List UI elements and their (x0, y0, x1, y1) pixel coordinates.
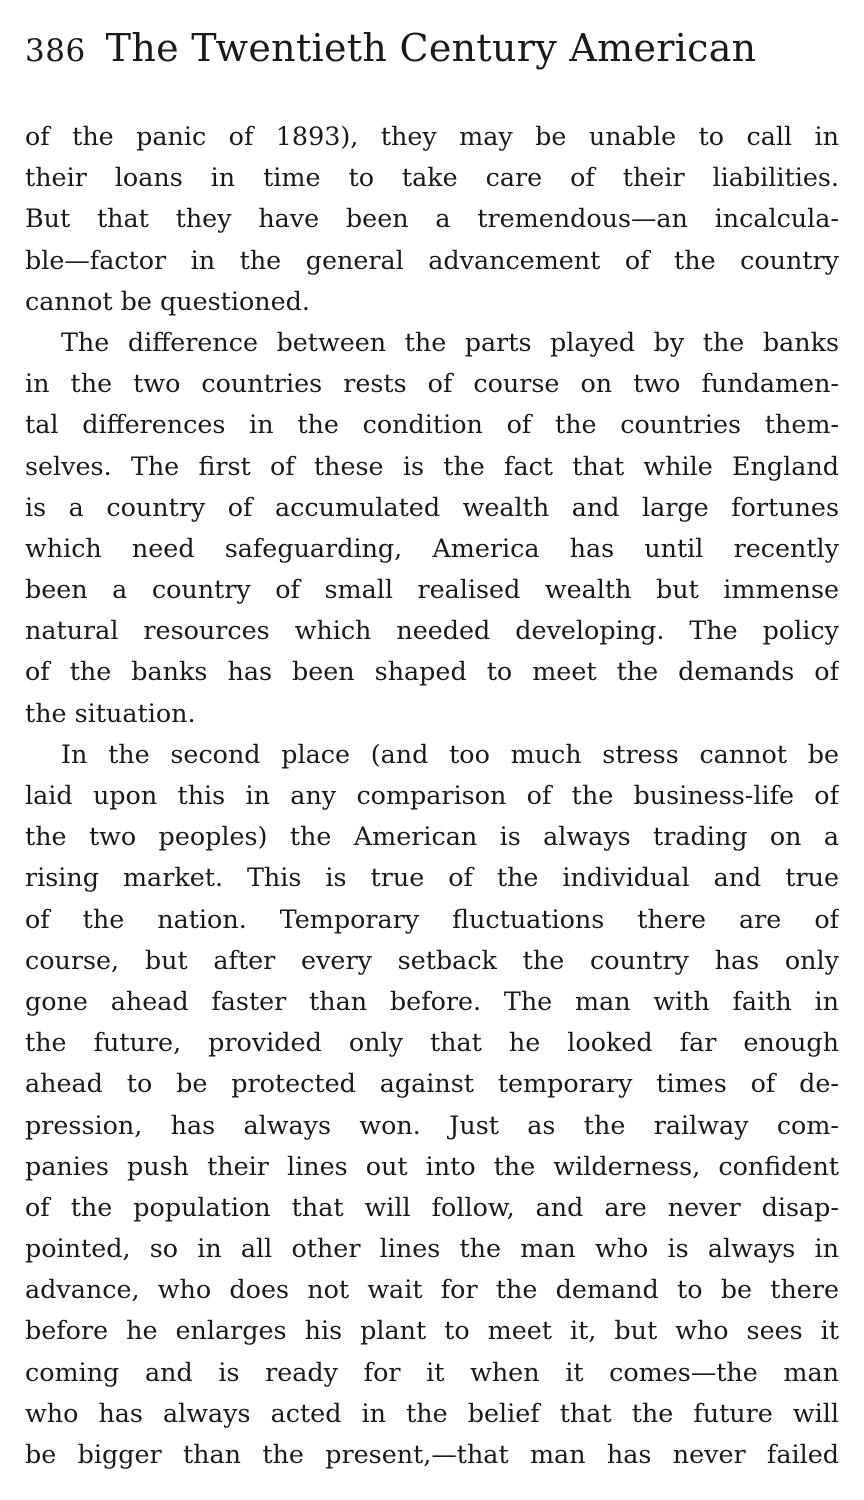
text-line: selves. The first of these is the fact that while England (25, 450, 839, 481)
book-page (25, 26, 839, 1475)
text-line: course, but after every setback the country has only (25, 944, 839, 975)
text-line: of the banks has been shaped to meet the demands of (25, 656, 839, 687)
text-line: In the second place (and too much stress cannot be (61, 738, 839, 769)
text-line: pression, has always won. Just as the railway com- (25, 1109, 839, 1140)
text-line: The difference between the parts played by the banks (61, 326, 839, 357)
text-line: panies push their lines out into the wilderness, confident (25, 1150, 839, 1181)
text-line: of the population that will follow, and are never disap- (25, 1191, 839, 1222)
text-line: been a country of small realised wealth but immense (25, 574, 839, 605)
text-line: advance, who does not wait for the demand to be there (25, 1274, 839, 1305)
text-line: which need safeguarding, America has until recently (25, 532, 839, 563)
text-line: pointed, so in all other lines the man who is always in (25, 1233, 839, 1264)
text-line: ahead to be protected against temporary times of de- (25, 1068, 839, 1099)
text-line: the two peoples) the American is always trading on a (25, 821, 839, 852)
text-line: before he enlarges his plant to meet it, but who sees it (25, 1315, 839, 1346)
text-line: ble—factor in the general advancement of the country (25, 244, 839, 275)
page-number: 386 (25, 33, 86, 69)
text-line: be bigger than the present,—that man has never failed (25, 1439, 839, 1469)
text-line: their loans in time to take care of their liabilities. (25, 162, 839, 193)
running-title: The Twentieth Century American (105, 26, 757, 70)
text-line: the situation. (25, 697, 196, 728)
text-line: rising market. This is true of the individual and true (25, 862, 839, 893)
text-line: laid upon this in any comparison of the business-life of (25, 780, 839, 810)
text-line: gone ahead faster than before. The man with faith in (25, 985, 839, 1016)
text-line: who has always acted in the belief that the future will (25, 1397, 839, 1428)
text-line: of the nation. Temporary fluctuations there are of (25, 903, 839, 934)
text-line: in the two countries rests of course on two fundamen- (25, 368, 839, 399)
text-line: But that they have been a tremendous—an incalcula- (25, 203, 839, 234)
text-line: is a country of accumulated wealth and large fortunes (25, 491, 839, 522)
text-line: of the panic of 1893), they may be unable to call in (25, 121, 839, 151)
text-line: tal differences in the condition of the countries them- (25, 409, 839, 440)
text-line: cannot be questioned. (25, 285, 310, 316)
text-line: coming and is ready for it when it comes—the man (25, 1356, 839, 1387)
running-head (25, 26, 839, 86)
text-line: natural resources which needed developing. The policy (25, 615, 839, 646)
body-text (25, 116, 839, 1475)
text-line: the future, provided only that he looked far enough (25, 1027, 839, 1058)
